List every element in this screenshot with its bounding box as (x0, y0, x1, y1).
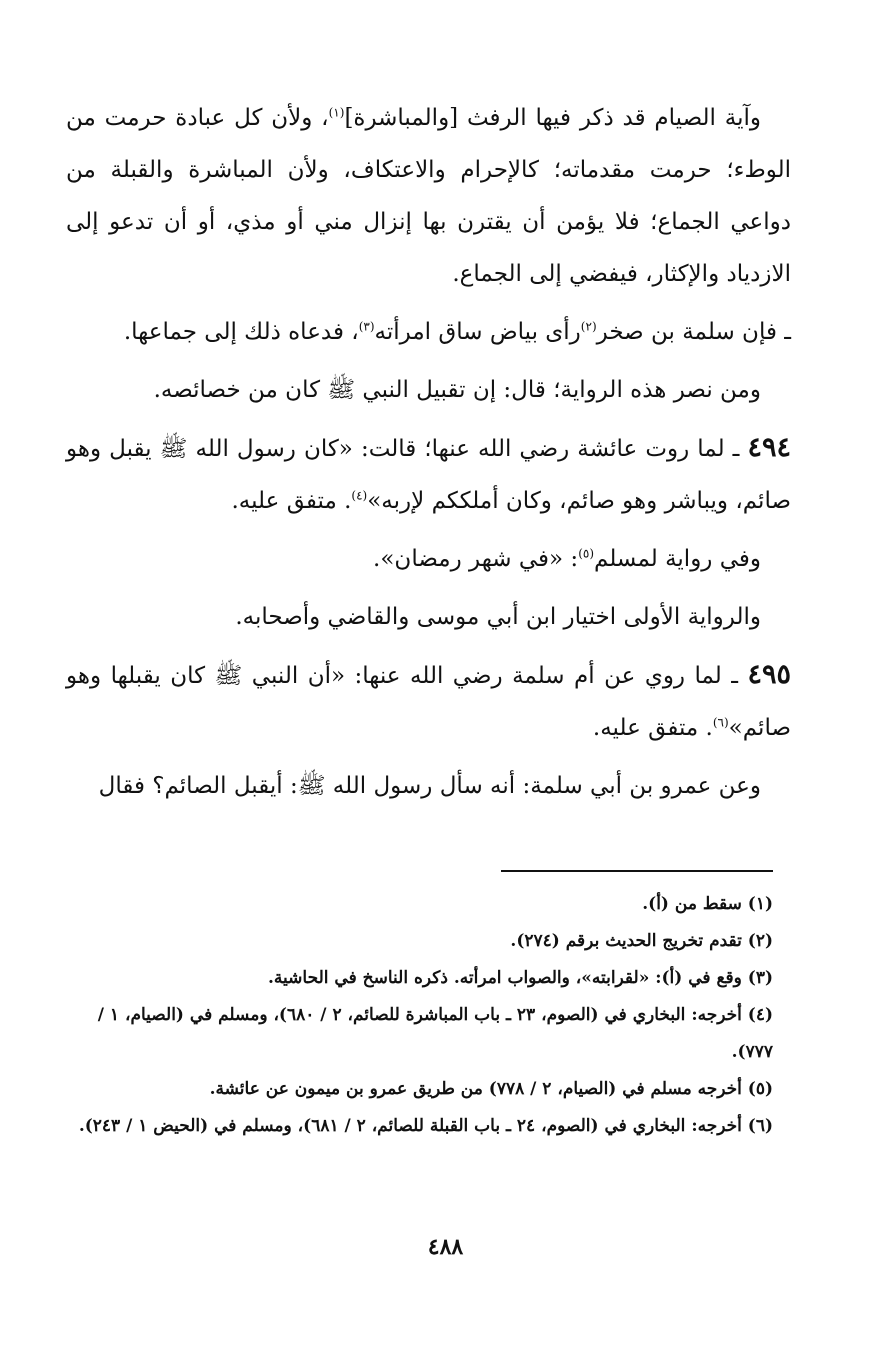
footnote-ref-1: (١) (328, 105, 345, 120)
paragraph-3: ومن نصر هذه الرواية؛ قال: إن تقبيل النبي ﷺ كان من خصائصه. (153, 377, 761, 403)
paragraph-2 (66, 306, 791, 358)
paragraph-2-text-c: ، فدعاه ذلك إلى جماعها. (123, 319, 359, 345)
footnote-3: (٣) وقع في (أ): «لقرابته»، والصواب امرأته. ذكره الناسخ في الحاشية. (268, 968, 773, 988)
footnotes (63, 886, 773, 1145)
paragraph-2-text-a: ـ فإن سلمة بن صخر (596, 319, 791, 345)
paragraph-2-text-b: رأى بياض ساق امرأته (374, 319, 581, 345)
hadith-495-end: . متفق عليه. (592, 715, 713, 741)
footnote-ref-3: (٣) (358, 319, 375, 334)
hadith-number-494: ٤٩٤ (747, 432, 791, 463)
paragraph-4-text-a: وفي رواية لمسلم (594, 546, 761, 572)
hadith-495-text: ـ لما روي عن أم سلمة رضي الله عنها: «أن النبي ﷺ كان يقبلها وهو صائم» (66, 663, 791, 741)
paragraph-4 (66, 533, 791, 585)
footnote-ref-5: (٥) (578, 546, 595, 561)
footnote-5: (٥) أخرجه مسلم في (الصيام، ٢ / ٧٧٨) من طريق عمرو بن ميمون عن عائشة. (209, 1079, 773, 1099)
hadith-494-text: ـ لما روت عائشة رضي الله عنها؛ قالت: «كان رسول الله ﷺ يقبل وهو صائم، ويباشر وهو صائم، وكان أملككم لإربه» (66, 436, 791, 514)
hadith-494 (66, 422, 791, 527)
footnote-4: (٤) أخرجه: البخاري في (الصوم، ٢٣ ـ باب المباشرة للصائم، ٢ / ٦٨٠)، ومسلم في (الصيام، ١ / ٧٧٧). (97, 1005, 773, 1062)
hadith-494-end: . متفق عليه. (231, 488, 352, 514)
hadith-495 (66, 649, 791, 754)
footnote-1: (١) سقط من (أ). (642, 894, 773, 914)
paragraph-4-text-b: : «في شهر رمضان». (373, 546, 579, 572)
footnote-ref-2: (٢) (580, 319, 597, 334)
footnote-6: (٦) أخرجه: البخاري في (الصوم، ٢٤ ـ باب القبلة للصائم، ٢ / ٦٨١)، ومسلم في (الحيض ١ / ٢٤٣). (78, 1116, 773, 1136)
main-text (66, 92, 791, 812)
paragraph-5: والرواية الأولى اختيار ابن أبي موسى والقاضي وأصحابه. (235, 604, 761, 630)
footnote-ref-6: (٦) (712, 715, 729, 730)
paragraph-1-rest: ، ولأن كل عبادة حرمت من الوطء؛ حرمت مقدماته؛ كالإحرام والاعتكاف، ولأن المباشرة والقبلة من دواعي الجماع؛ فلا يؤمن أن يقترن بها إنزال مني أو مذي، أو أن تدعو إلى الازدياد والإكثار، فيفضي إلى الجماع. (66, 105, 791, 287)
paragraph-1 (66, 92, 791, 300)
footnote-2: (٢) تقدم تخريج الحديث برقم (٢٧٤). (510, 931, 773, 951)
paragraph-6: وعن عمرو بن أبي سلمة: أنه سأل رسول الله ﷺ: أيقبل الصائم؟ فقال (98, 773, 761, 799)
footnote-ref-4: (٤) (351, 488, 368, 503)
hadith-number-495: ٤٩٥ (747, 659, 791, 690)
page-number: ٤٨٨ (427, 1234, 464, 1260)
paragraph-1-text: وآية الصيام قد ذكر فيها الرفث [والمباشرة] (344, 105, 761, 131)
footnote-separator (501, 870, 773, 872)
